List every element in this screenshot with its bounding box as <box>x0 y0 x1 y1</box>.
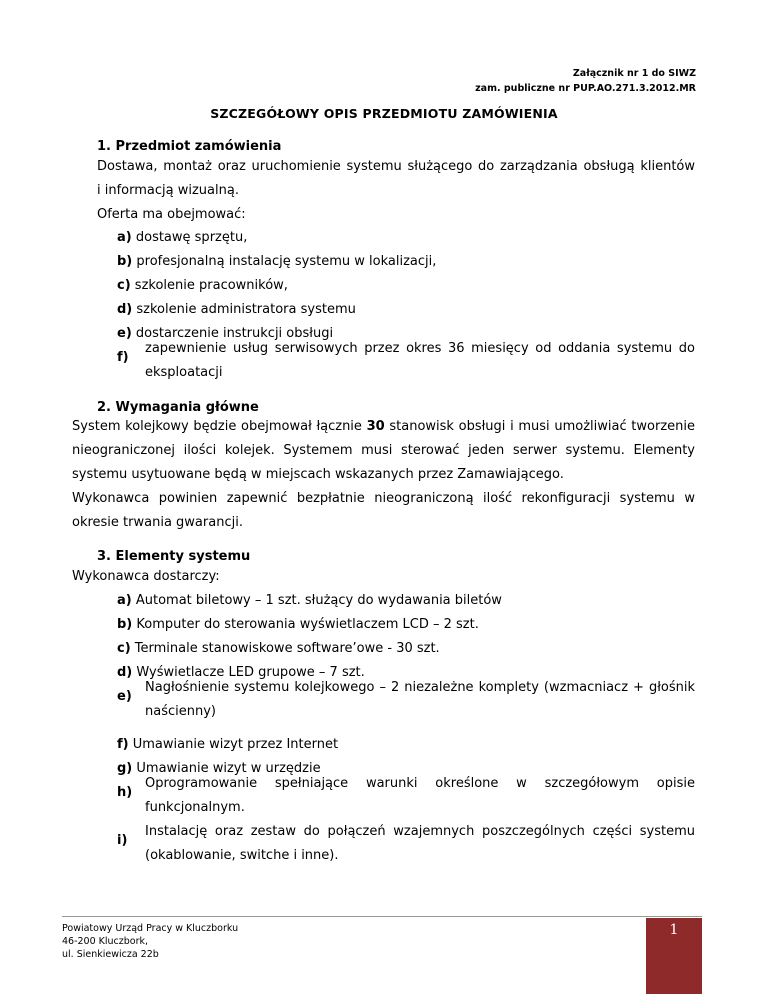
section-2-line-1 <box>72 415 695 439</box>
list-item <box>117 278 288 293</box>
section-3-heading: 3. Elementy systemu <box>97 549 251 564</box>
list-item <box>117 641 440 656</box>
footer-street: ul. Sienkiewicza 22b <box>62 949 159 960</box>
list-label: g) <box>117 761 133 776</box>
list-label: d) <box>117 665 133 680</box>
list-text: Nagłośnienie systemu kolejkowego – 2 niezależne komplety (wzmacniacz + głośnik <box>145 680 695 695</box>
list-label: d) <box>117 302 133 317</box>
footer-divider <box>62 916 702 917</box>
list-label: e) <box>117 326 132 341</box>
list-item <box>117 230 247 245</box>
list-label: f) <box>117 350 129 365</box>
page-title: SZCZEGÓŁOWY OPIS PRZEDMIOTU ZAMÓWIENIA <box>210 106 558 121</box>
section-3-intro: Wykonawca dostarczy: <box>72 569 220 584</box>
section-2-line-4: Wykonawca powinien zapewnić bezpłatnie nieograniczoną ilość rekonfiguracji systemu w <box>72 491 695 506</box>
order-number: zam. publiczne nr PUP.AO.271.3.2012.MR <box>475 83 696 94</box>
list-item <box>117 302 356 317</box>
list-label: h) <box>117 785 133 800</box>
list-text: zapewnienie usług serwisowych przez okres 36 miesięcy od oddania systemu do <box>145 341 695 356</box>
section-1-paragraph-line-1: Dostawa, montaż oraz uruchomienie systemu służącego do zarządzania obsługą klientów <box>97 159 695 174</box>
list-text: Umawianie wizyt w urzędzie <box>136 761 321 776</box>
list-label: f) <box>117 737 129 752</box>
attachment-label: Załącznik nr 1 do SIWZ <box>572 68 696 79</box>
section-1-heading: 1. Przedmiot zamówienia <box>97 139 282 154</box>
list-item <box>117 254 436 269</box>
list-label: i) <box>117 833 128 848</box>
list-text: Oprogramowanie spełniające warunki określone w szczegółowym opisie <box>145 776 695 791</box>
section-2-heading: 2. Wymagania główne <box>97 400 259 415</box>
section-2-line-2: nieograniczonej ilości kolejek. Systemem musi sterować jeden serwer systemu. Elementy <box>72 443 695 458</box>
footer-office: Powiatowy Urząd Pracy w Kluczborku <box>62 923 239 934</box>
list-text: szkolenie pracowników, <box>134 278 288 293</box>
section-2-line-1-end: stanowisk obsługi i musi umożliwiać tworzenie <box>384 419 695 434</box>
list-text: profesjonalną instalację systemu w lokalizacji, <box>136 254 437 269</box>
list-text: Automat biletowy – 1 szt. służący do wydawania biletów <box>135 593 502 608</box>
footer-postal: 46-200 Kluczbork, <box>62 936 149 947</box>
list-item <box>117 737 338 752</box>
page-number: 1 <box>669 922 679 938</box>
list-label: c) <box>117 278 131 293</box>
list-text-continued: funkcjonalnym. <box>145 800 245 815</box>
section-2-line-1-text: System kolejkowy będzie obejmował łącznie <box>72 419 367 434</box>
section-2-line-3: systemu usytuowane będą w miejscach wskazanych przez Zamawiającego. <box>72 467 564 482</box>
list-text: dostawę sprzętu, <box>135 230 248 245</box>
list-text: dostarczenie instrukcji obsługi <box>135 326 334 341</box>
list-item <box>117 617 479 632</box>
list-item <box>117 593 502 608</box>
section-1-offer-intro: Oferta ma obejmować: <box>97 207 246 222</box>
list-label: b) <box>117 254 133 269</box>
section-1-paragraph-line-2: i informacją wizualną. <box>97 183 239 198</box>
list-text-continued: naścienny) <box>145 704 216 719</box>
list-text: Komputer do sterowania wyświetlaczem LCD – 2 szt. <box>136 617 479 632</box>
footer-address <box>62 922 238 961</box>
list-text: Instalację oraz zestaw do połączeń wzajemnych poszczególnych części systemu <box>145 824 695 839</box>
workstation-count: 30 <box>366 419 385 434</box>
list-label: a) <box>117 593 132 608</box>
list-text-continued: eksploatacji <box>145 365 223 380</box>
list-text: szkolenie administratora systemu <box>136 302 356 317</box>
section-2-line-5: okresie trwania gwarancji. <box>72 515 243 530</box>
list-text-continued: (okablowanie, switche i inne). <box>145 848 339 863</box>
list-label: a) <box>117 230 132 245</box>
list-text: Terminale stanowiskowe software’owe - 30 szt. <box>134 641 440 656</box>
list-text: Wyświetlacze LED grupowe – 7 szt. <box>136 665 365 680</box>
list-label: c) <box>117 641 131 656</box>
list-label: b) <box>117 617 133 632</box>
list-label: e) <box>117 689 132 704</box>
list-text: Umawianie wizyt przez Internet <box>132 737 339 752</box>
